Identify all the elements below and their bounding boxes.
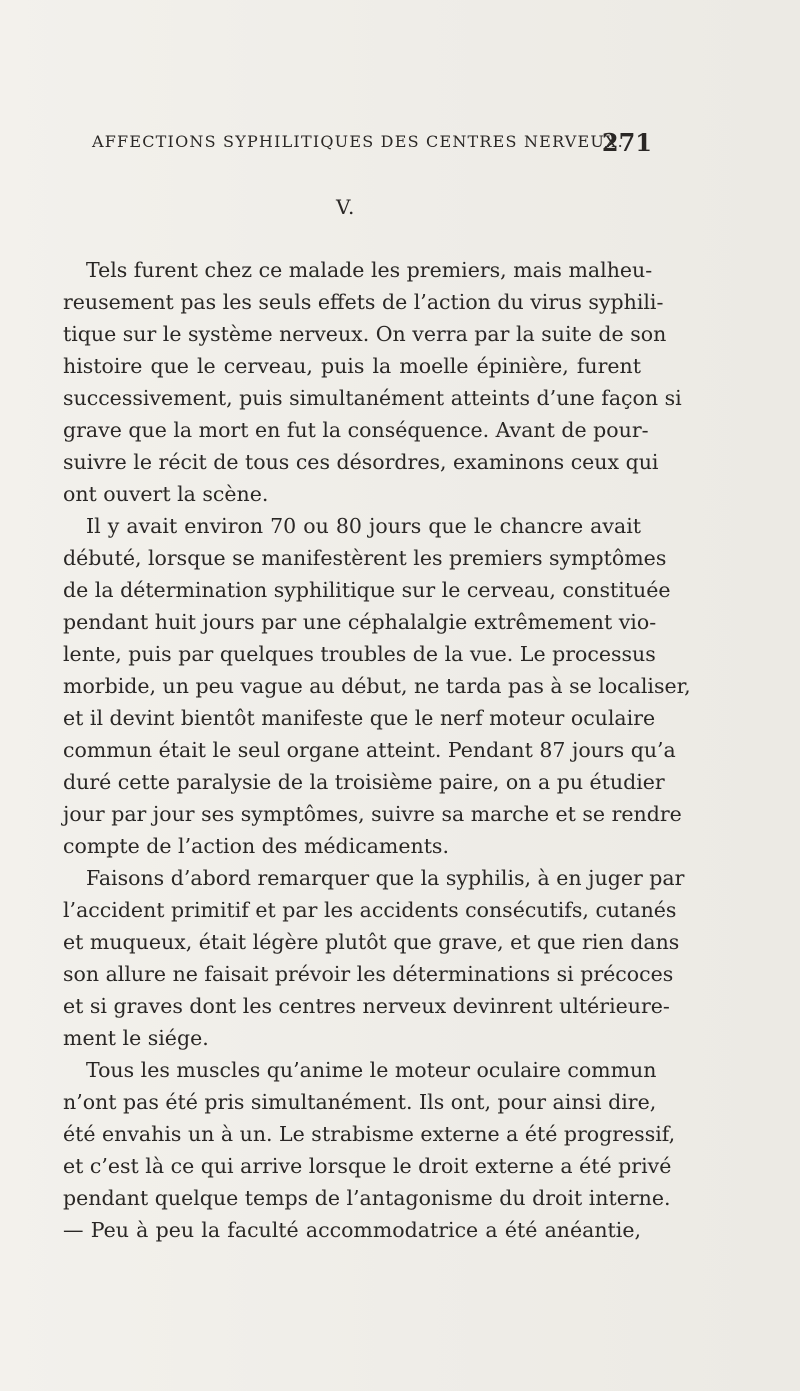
text-line: et il devint bientôt manifeste que le nerf moteur oculaire [63,706,656,730]
text-line: Il y avait environ 70 ou 80 jours que le chancre avait [86,514,641,538]
text-line: et c’est là ce qui arrive lorsque le droit externe a été privé [63,1154,672,1178]
text-line: ment le siége. [63,1026,209,1050]
text-line: et muqueux, était légère plutôt que grave, et que rien dans [63,930,680,954]
page-header [92,128,652,160]
text-line: compte de l’action des médicaments. [63,834,449,858]
text-line: histoire que le cerveau, puis la moelle épinière, furent [63,354,641,378]
body-text [63,254,691,1246]
text-line: et si graves dont les centres nerveux devinrent ultérieure- [63,994,670,1018]
text-line: suivre le récit de tous ces désordres, examinons ceux qui [63,450,659,474]
text-line: pendant quelque temps de l’antagonisme du droit interne. [63,1186,671,1210]
text-line: débuté, lorsque se manifestèrent les premiers symptômes [63,546,667,570]
text-line: Faisons d’abord remarquer que la syphilis, à en juger par [86,866,685,890]
text-line: de la détermination syphilitique sur le cerveau, constituée [63,578,671,602]
text-line: grave que la mort en fut la conséquence. Avant de pour- [63,418,649,442]
text-line: Tels furent chez ce malade les premiers, mais malheu- [86,258,653,282]
paragraph [63,862,685,1054]
text-line: lente, puis par quelques troubles de la vue. Le processus [63,642,656,666]
text-line: morbide, un peu vague au début, ne tarda pas à se localiser, [63,674,691,698]
text-line: jour par jour ses symptômes, suivre sa marche et se rendre [63,802,682,826]
page-number: 271 [601,128,652,157]
text-line: commun était le seul organe atteint. Pendant 87 jours qu’a [63,738,676,762]
text-line: ont ouvert la scène. [63,482,269,506]
text-line: reusement pas les seuls effets de l’action du virus syphili- [63,290,664,314]
text-line: duré cette paralysie de la troisième paire, on a pu étudier [63,770,665,794]
paragraph [63,1054,676,1246]
paragraph [63,254,682,510]
text-line: l’accident primitif et par les accidents consécutifs, cutanés [63,898,677,922]
text-line: successivement, puis simultanément atteints d’une façon si [63,386,682,410]
paragraph [63,510,691,862]
section-number: V. [336,195,356,219]
text-line: — Peu à peu la faculté accommodatrice a été anéantie, [63,1218,641,1242]
text-line: été envahis un à un. Le strabisme externe a été progressif, [63,1122,676,1146]
text-line: pendant huit jours par une céphalalgie extrêmement vio- [63,610,657,634]
running-head: AFFECTIONS SYPHILITIQUES DES CENTRES NERVEUX. [92,132,624,151]
text-line: Tous les muscles qu’anime le moteur oculaire commun [86,1058,657,1082]
text-line: tique sur le système nerveux. On verra par la suite de son [63,322,667,346]
text-line: n’ont pas été pris simultanément. Ils ont, pour ainsi dire, [63,1090,657,1114]
text-line: son allure ne faisait prévoir les déterminations si précoces [63,962,674,986]
